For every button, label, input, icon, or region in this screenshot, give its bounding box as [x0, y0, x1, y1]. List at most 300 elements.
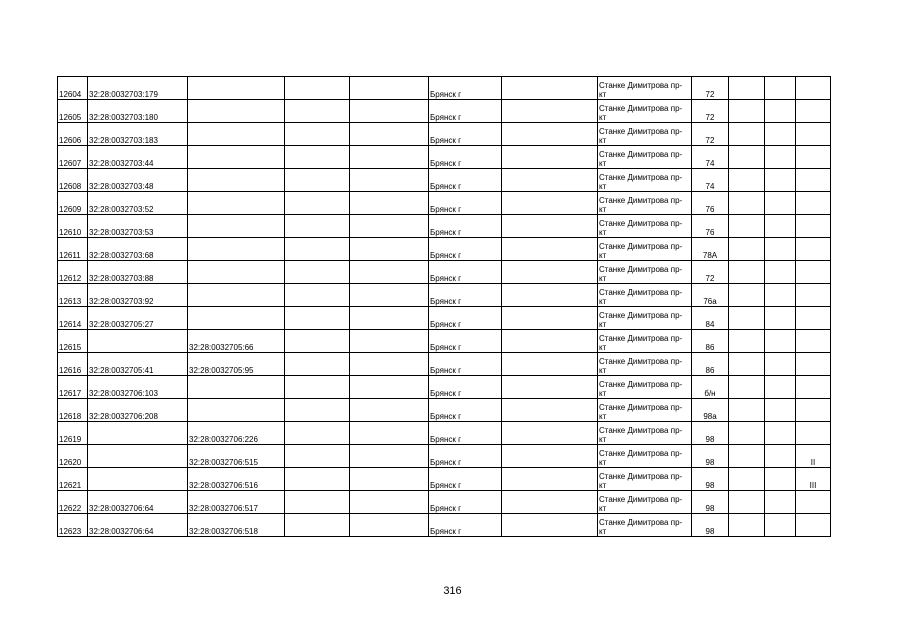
city-cell: Брянск г: [429, 146, 502, 169]
cadastral-number: 32:28:0032706:103: [88, 376, 188, 399]
cadastral-number: [88, 330, 188, 353]
empty-cell: [350, 192, 429, 215]
table-row: [58, 192, 831, 215]
empty-cell: [729, 376, 765, 399]
record-number: 12622: [58, 491, 88, 514]
cadastral-number-parent: [188, 307, 285, 330]
empty-cell: [765, 123, 796, 146]
record-number: 12610: [58, 215, 88, 238]
record-number: 12608: [58, 169, 88, 192]
empty-cell: [502, 215, 598, 238]
empty-cell: [729, 284, 765, 307]
empty-cell: [729, 146, 765, 169]
city-cell: Брянск г: [429, 514, 502, 537]
cadastral-number-parent: 32:28:0032706:515: [188, 445, 285, 468]
cadastral-number-parent: 32:28:0032706:226: [188, 422, 285, 445]
cadastral-number-parent: [188, 169, 285, 192]
table-row: [58, 376, 831, 399]
building-number: [796, 491, 831, 514]
empty-cell: [729, 399, 765, 422]
empty-cell: [729, 169, 765, 192]
house-number: 76а: [692, 284, 729, 307]
street-cell: [598, 376, 692, 399]
street-cell: [598, 445, 692, 468]
street-cell: [598, 330, 692, 353]
city-cell: Брянск г: [429, 445, 502, 468]
empty-cell: [350, 491, 429, 514]
cadastral-number: 32:28:0032706:208: [88, 399, 188, 422]
table-row: [58, 445, 831, 468]
house-number: 98: [692, 491, 729, 514]
record-number: 12616: [58, 353, 88, 376]
street-line-2: кт: [599, 228, 607, 237]
empty-cell: [765, 353, 796, 376]
street-line-1: Станке Димитрова пр-: [599, 242, 683, 251]
house-number: 98: [692, 445, 729, 468]
empty-cell: [765, 307, 796, 330]
house-number: б/н: [692, 376, 729, 399]
street-line-2: кт: [599, 504, 607, 513]
empty-cell: [765, 192, 796, 215]
empty-cell: [350, 353, 429, 376]
street-cell: [598, 353, 692, 376]
cadastral-number: 32:28:0032703:44: [88, 146, 188, 169]
street-line-1: Станке Димитрова пр-: [599, 334, 683, 343]
street-line-2: кт: [599, 159, 607, 168]
street-line-2: кт: [599, 205, 607, 214]
empty-cell: [502, 330, 598, 353]
empty-cell: [350, 399, 429, 422]
cadastral-number: 32:28:0032703:68: [88, 238, 188, 261]
cadastral-number: 32:28:0032706:64: [88, 514, 188, 537]
empty-cell: [502, 123, 598, 146]
building-number: [796, 376, 831, 399]
street-line-2: кт: [599, 182, 607, 191]
street-line-1: Станке Димитрова пр-: [599, 472, 683, 481]
empty-cell: [729, 422, 765, 445]
empty-cell: [765, 261, 796, 284]
building-number: [796, 238, 831, 261]
table-row: [58, 169, 831, 192]
street-line-1: Станке Димитрова пр-: [599, 196, 683, 205]
empty-cell: [765, 146, 796, 169]
city-cell: Брянск г: [429, 468, 502, 491]
empty-cell: [350, 376, 429, 399]
street-line-2: кт: [599, 297, 607, 306]
building-number: [796, 146, 831, 169]
street-line-1: Станке Димитрова пр-: [599, 219, 683, 228]
street-line-2: кт: [599, 136, 607, 145]
empty-cell: [502, 307, 598, 330]
building-number: [796, 123, 831, 146]
empty-cell: [350, 261, 429, 284]
record-number: 12614: [58, 307, 88, 330]
street-line-2: кт: [599, 343, 607, 352]
table-row: [58, 422, 831, 445]
cadastral-number-parent: [188, 376, 285, 399]
empty-cell: [350, 215, 429, 238]
building-number: [796, 169, 831, 192]
empty-cell: [502, 261, 598, 284]
empty-cell: [502, 514, 598, 537]
street-line-1: Станке Димитрова пр-: [599, 81, 683, 90]
empty-cell: [765, 399, 796, 422]
table-row: [58, 146, 831, 169]
empty-cell: [765, 284, 796, 307]
building-number: [796, 330, 831, 353]
cadastral-number: 32:28:0032703:92: [88, 284, 188, 307]
city-cell: Брянск г: [429, 491, 502, 514]
empty-cell: [729, 215, 765, 238]
empty-cell: [729, 261, 765, 284]
empty-cell: [285, 514, 350, 537]
cadastral-number-parent: 32:28:0032705:95: [188, 353, 285, 376]
street-cell: [598, 307, 692, 330]
cadastral-number: 32:28:0032706:64: [88, 491, 188, 514]
house-number: 86: [692, 353, 729, 376]
empty-cell: [285, 192, 350, 215]
cadastral-number: 32:28:0032703:179: [88, 77, 188, 100]
record-number: 12611: [58, 238, 88, 261]
empty-cell: [502, 491, 598, 514]
street-cell: [598, 169, 692, 192]
table-row: [58, 514, 831, 537]
table-row: [58, 353, 831, 376]
street-line-1: Станке Димитрова пр-: [599, 357, 683, 366]
street-line-2: кт: [599, 458, 607, 467]
record-number: 12607: [58, 146, 88, 169]
street-line-2: кт: [599, 251, 607, 260]
record-number: 12618: [58, 399, 88, 422]
house-number: 98: [692, 422, 729, 445]
street-cell: [598, 192, 692, 215]
empty-cell: [285, 468, 350, 491]
house-number: 84: [692, 307, 729, 330]
record-number: 12617: [58, 376, 88, 399]
record-number: 12620: [58, 445, 88, 468]
city-cell: Брянск г: [429, 422, 502, 445]
cadastral-number-parent: [188, 284, 285, 307]
building-number: [796, 399, 831, 422]
house-number: 78А: [692, 238, 729, 261]
empty-cell: [729, 514, 765, 537]
empty-cell: [765, 445, 796, 468]
empty-cell: [765, 376, 796, 399]
cadastral-number: 32:28:0032703:180: [88, 100, 188, 123]
building-number: [796, 353, 831, 376]
empty-cell: [502, 353, 598, 376]
street-cell: [598, 514, 692, 537]
cadastral-number-parent: 32:28:0032706:516: [188, 468, 285, 491]
table-row: [58, 261, 831, 284]
empty-cell: [729, 491, 765, 514]
empty-cell: [502, 422, 598, 445]
cadastral-number-parent: [188, 215, 285, 238]
empty-cell: [502, 238, 598, 261]
empty-cell: [350, 307, 429, 330]
empty-cell: [502, 284, 598, 307]
table-row: [58, 491, 831, 514]
street-line-1: Станке Димитрова пр-: [599, 173, 683, 182]
street-line-1: Станке Димитрова пр-: [599, 426, 683, 435]
street-cell: [598, 261, 692, 284]
cadastral-number-parent: [188, 146, 285, 169]
house-number: 72: [692, 261, 729, 284]
cadastral-number-parent: 32:28:0032706:517: [188, 491, 285, 514]
record-number: 12621: [58, 468, 88, 491]
city-cell: Брянск г: [429, 100, 502, 123]
empty-cell: [502, 192, 598, 215]
empty-cell: [285, 146, 350, 169]
street-line-2: кт: [599, 113, 607, 122]
street-line-1: Станке Димитрова пр-: [599, 495, 683, 504]
cadastral-number-parent: [188, 399, 285, 422]
table-row: [58, 238, 831, 261]
empty-cell: [729, 192, 765, 215]
empty-cell: [502, 376, 598, 399]
house-number: 72: [692, 100, 729, 123]
house-number: 72: [692, 77, 729, 100]
street-cell: [598, 468, 692, 491]
house-number: 98а: [692, 399, 729, 422]
building-number: [796, 514, 831, 537]
cadastral-number-parent: [188, 123, 285, 146]
cadastral-number: 32:28:0032703:88: [88, 261, 188, 284]
cadastral-number: 32:28:0032705:41: [88, 353, 188, 376]
city-cell: Брянск г: [429, 215, 502, 238]
cadastral-number: 32:28:0032703:52: [88, 192, 188, 215]
street-line-1: Станке Димитрова пр-: [599, 311, 683, 320]
table-row: [58, 123, 831, 146]
cadastral-number-parent: [188, 100, 285, 123]
cadastral-number: [88, 445, 188, 468]
street-cell: [598, 100, 692, 123]
empty-cell: [729, 307, 765, 330]
city-cell: Брянск г: [429, 192, 502, 215]
table-row: [58, 284, 831, 307]
empty-cell: [285, 215, 350, 238]
street-cell: [598, 491, 692, 514]
house-number: 98: [692, 468, 729, 491]
street-line-2: кт: [599, 527, 607, 536]
empty-cell: [765, 215, 796, 238]
empty-cell: [350, 330, 429, 353]
empty-cell: [285, 284, 350, 307]
record-number: 12619: [58, 422, 88, 445]
empty-cell: [765, 330, 796, 353]
empty-cell: [350, 123, 429, 146]
building-number: [796, 284, 831, 307]
street-cell: [598, 284, 692, 307]
empty-cell: [502, 77, 598, 100]
empty-cell: [285, 261, 350, 284]
empty-cell: [285, 353, 350, 376]
empty-cell: [285, 123, 350, 146]
street-line-2: кт: [599, 90, 607, 99]
city-cell: Брянск г: [429, 284, 502, 307]
city-cell: Брянск г: [429, 77, 502, 100]
street-line-1: Станке Димитрова пр-: [599, 403, 683, 412]
empty-cell: [765, 100, 796, 123]
empty-cell: [285, 376, 350, 399]
empty-cell: [729, 77, 765, 100]
empty-cell: [285, 491, 350, 514]
building-number: [796, 215, 831, 238]
street-line-1: Станке Димитрова пр-: [599, 518, 683, 527]
street-cell: [598, 238, 692, 261]
empty-cell: [765, 468, 796, 491]
building-number: II: [796, 445, 831, 468]
empty-cell: [350, 514, 429, 537]
empty-cell: [285, 77, 350, 100]
cadastral-number-parent: [188, 261, 285, 284]
record-number: 12604: [58, 77, 88, 100]
street-cell: [598, 77, 692, 100]
cadastral-number-parent: [188, 77, 285, 100]
cadastral-number: 32:28:0032703:53: [88, 215, 188, 238]
empty-cell: [350, 77, 429, 100]
cadastral-number-parent: [188, 238, 285, 261]
building-number: [796, 422, 831, 445]
street-line-2: кт: [599, 481, 607, 490]
empty-cell: [285, 238, 350, 261]
table-row: [58, 399, 831, 422]
street-cell: [598, 123, 692, 146]
building-number: [796, 192, 831, 215]
street-line-2: кт: [599, 389, 607, 398]
page-number: 316: [443, 585, 462, 597]
house-number: 98: [692, 514, 729, 537]
table-row: [58, 215, 831, 238]
cadastral-number: 32:28:0032705:27: [88, 307, 188, 330]
empty-cell: [285, 307, 350, 330]
empty-cell: [285, 169, 350, 192]
empty-cell: [350, 238, 429, 261]
city-cell: Брянск г: [429, 169, 502, 192]
empty-cell: [729, 123, 765, 146]
empty-cell: [765, 514, 796, 537]
city-cell: Брянск г: [429, 376, 502, 399]
house-number: 72: [692, 123, 729, 146]
table-row: [58, 100, 831, 123]
city-cell: Брянск г: [429, 330, 502, 353]
street-cell: [598, 215, 692, 238]
empty-cell: [350, 445, 429, 468]
empty-cell: [729, 445, 765, 468]
empty-cell: [502, 445, 598, 468]
building-number: [796, 100, 831, 123]
cadastral-number: 32:28:0032703:48: [88, 169, 188, 192]
city-cell: Брянск г: [429, 123, 502, 146]
empty-cell: [350, 284, 429, 307]
empty-cell: [765, 422, 796, 445]
house-number: 76: [692, 192, 729, 215]
cadastral-number: [88, 468, 188, 491]
street-line-2: кт: [599, 366, 607, 375]
street-line-1: Станке Димитрова пр-: [599, 380, 683, 389]
table-row: [58, 77, 831, 100]
street-line-2: кт: [599, 320, 607, 329]
house-number: 74: [692, 169, 729, 192]
empty-cell: [729, 468, 765, 491]
city-cell: Брянск г: [429, 307, 502, 330]
table-row: [58, 330, 831, 353]
building-number: [796, 77, 831, 100]
empty-cell: [350, 146, 429, 169]
city-cell: Брянск г: [429, 238, 502, 261]
empty-cell: [765, 77, 796, 100]
house-number: 76: [692, 215, 729, 238]
street-line-1: Станке Димитрова пр-: [599, 288, 683, 297]
empty-cell: [285, 445, 350, 468]
record-number: 12615: [58, 330, 88, 353]
city-cell: Брянск г: [429, 353, 502, 376]
cadastral-number-parent: 32:28:0032706:518: [188, 514, 285, 537]
cadastral-number-parent: [188, 192, 285, 215]
table-row: [58, 468, 831, 491]
building-number: [796, 307, 831, 330]
empty-cell: [502, 399, 598, 422]
street-line-2: кт: [599, 412, 607, 421]
empty-cell: [350, 468, 429, 491]
building-number: [796, 261, 831, 284]
empty-cell: [502, 468, 598, 491]
street-line-1: Станке Димитрова пр-: [599, 150, 683, 159]
street-line-1: Станке Димитрова пр-: [599, 104, 683, 113]
record-number: 12609: [58, 192, 88, 215]
city-cell: Брянск г: [429, 261, 502, 284]
record-number: 12606: [58, 123, 88, 146]
street-line-1: Станке Димитрова пр-: [599, 265, 683, 274]
street-line-1: Станке Димитрова пр-: [599, 449, 683, 458]
empty-cell: [285, 399, 350, 422]
empty-cell: [502, 100, 598, 123]
empty-cell: [350, 422, 429, 445]
empty-cell: [765, 169, 796, 192]
street-cell: [598, 422, 692, 445]
record-number: 12612: [58, 261, 88, 284]
street-line-2: кт: [599, 274, 607, 283]
record-number: 12605: [58, 100, 88, 123]
empty-cell: [502, 146, 598, 169]
records-table: [57, 76, 831, 537]
street-line-2: кт: [599, 435, 607, 444]
empty-cell: [729, 100, 765, 123]
empty-cell: [729, 353, 765, 376]
empty-cell: [729, 330, 765, 353]
empty-cell: [285, 422, 350, 445]
empty-cell: [350, 169, 429, 192]
house-number: 74: [692, 146, 729, 169]
empty-cell: [285, 100, 350, 123]
street-cell: [598, 146, 692, 169]
cadastral-number: 32:28:0032703:183: [88, 123, 188, 146]
empty-cell: [502, 169, 598, 192]
cadastral-number-parent: 32:28:0032705:66: [188, 330, 285, 353]
house-number: 86: [692, 330, 729, 353]
record-number: 12623: [58, 514, 88, 537]
record-number: 12613: [58, 284, 88, 307]
street-cell: [598, 399, 692, 422]
empty-cell: [729, 238, 765, 261]
building-number: III: [796, 468, 831, 491]
empty-cell: [285, 330, 350, 353]
empty-cell: [350, 100, 429, 123]
empty-cell: [765, 491, 796, 514]
empty-cell: [765, 238, 796, 261]
cadastral-number: [88, 422, 188, 445]
street-line-1: Станке Димитрова пр-: [599, 127, 683, 136]
